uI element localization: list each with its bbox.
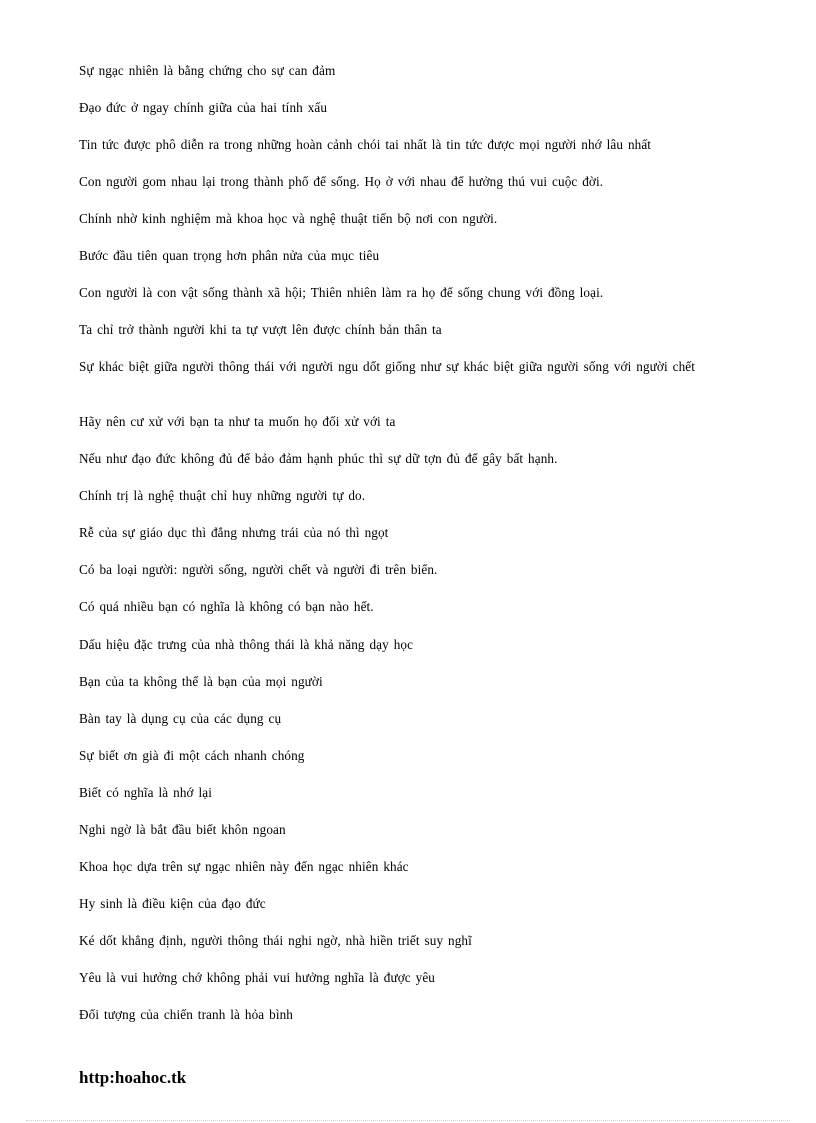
quote-line: Sự khác biệt giữa người thông thái với người ngu dốt giống như sự khác biệt giữa người sống với người chết (79, 359, 695, 374)
quote-line: Hãy nên cư xử với bạn ta như ta muốn họ đối xử với ta (79, 414, 396, 429)
quote-line: Chính nhờ kinh nghiệm mà khoa học và nghệ thuật tiến bộ nơi con người. (79, 211, 498, 226)
quote-line: Ké dốt khẳng định, người thông thái nghi ngờ, nhà hiền triết suy nghĩ (79, 933, 472, 948)
quote-line: Bước đầu tiên quan trọng hơn phân nửa của mục tiêu (79, 248, 380, 263)
quote-line: Biết có nghĩa là nhớ lại (79, 785, 212, 800)
quote-line: Nghi ngờ là bắt đầu biết khôn ngoan (79, 822, 286, 837)
page-bottom-divider (26, 1120, 790, 1121)
footer-url: http:hoahoc.tk (79, 1068, 187, 1087)
quote-line: Có quá nhiều bạn có nghĩa là không có bạn nào hết. (79, 599, 374, 614)
quote-line: Dấu hiệu đặc trưng của nhà thông thái là khả năng dạy học (79, 637, 414, 652)
quote-line: Đối tượng của chiến tranh là hỏa bình (79, 1007, 293, 1022)
quote-line: Hy sinh là điều kiện của đạo đức (79, 896, 266, 911)
quote-line: Bạn của ta không thể là bạn của mọi người (79, 674, 323, 689)
quote-line: Bàn tay là dụng cụ của các dụng cụ (79, 711, 282, 726)
quote-line: Có ba loại người: người sống, người chết và người đi trên biển. (79, 562, 438, 577)
quote-line: Sự biết ơn già đi một cách nhanh chóng (79, 748, 305, 763)
quote-line: Khoa học dựa trên sự ngạc nhiên này đến ngạc nhiên khác (79, 859, 409, 874)
quote-line: Đạo đức ở ngay chính giữa của hai tính xấu (79, 100, 328, 115)
quote-line: Ta chỉ trở thành người khi ta tự vượt lên được chính bản thân ta (79, 322, 442, 337)
quote-line: Tin tức được phô diễn ra trong những hoàn cảnh chói tai nhất là tin tức được mọi người nhớ lâu nhất (79, 137, 652, 152)
quote-line: Chính trị là nghệ thuật chỉ huy những người tự do. (79, 488, 366, 503)
quote-line: Nếu như đạo đức không đủ để bảo đảm hạnh phúc thì sự dữ tợn đủ để gây bất hạnh. (79, 451, 558, 466)
quote-line: Yêu là vui hưởng chớ không phải vui hưởng nghĩa là được yêu (79, 970, 435, 985)
quote-line: Sự ngạc nhiên là bằng chứng cho sự can đảm (79, 63, 336, 78)
quote-line: Con người là con vật sống thành xã hội; Thiên nhiên làm ra họ để sống chung với đồng loại. (79, 285, 604, 300)
quote-line: Rễ của sự giáo dục thì đắng nhưng trái của nó thì ngọt (79, 525, 389, 540)
quote-line: Con người gom nhau lại trong thành phố để sống. Họ ở với nhau để hưởng thú vui cuộc đời. (79, 174, 604, 189)
